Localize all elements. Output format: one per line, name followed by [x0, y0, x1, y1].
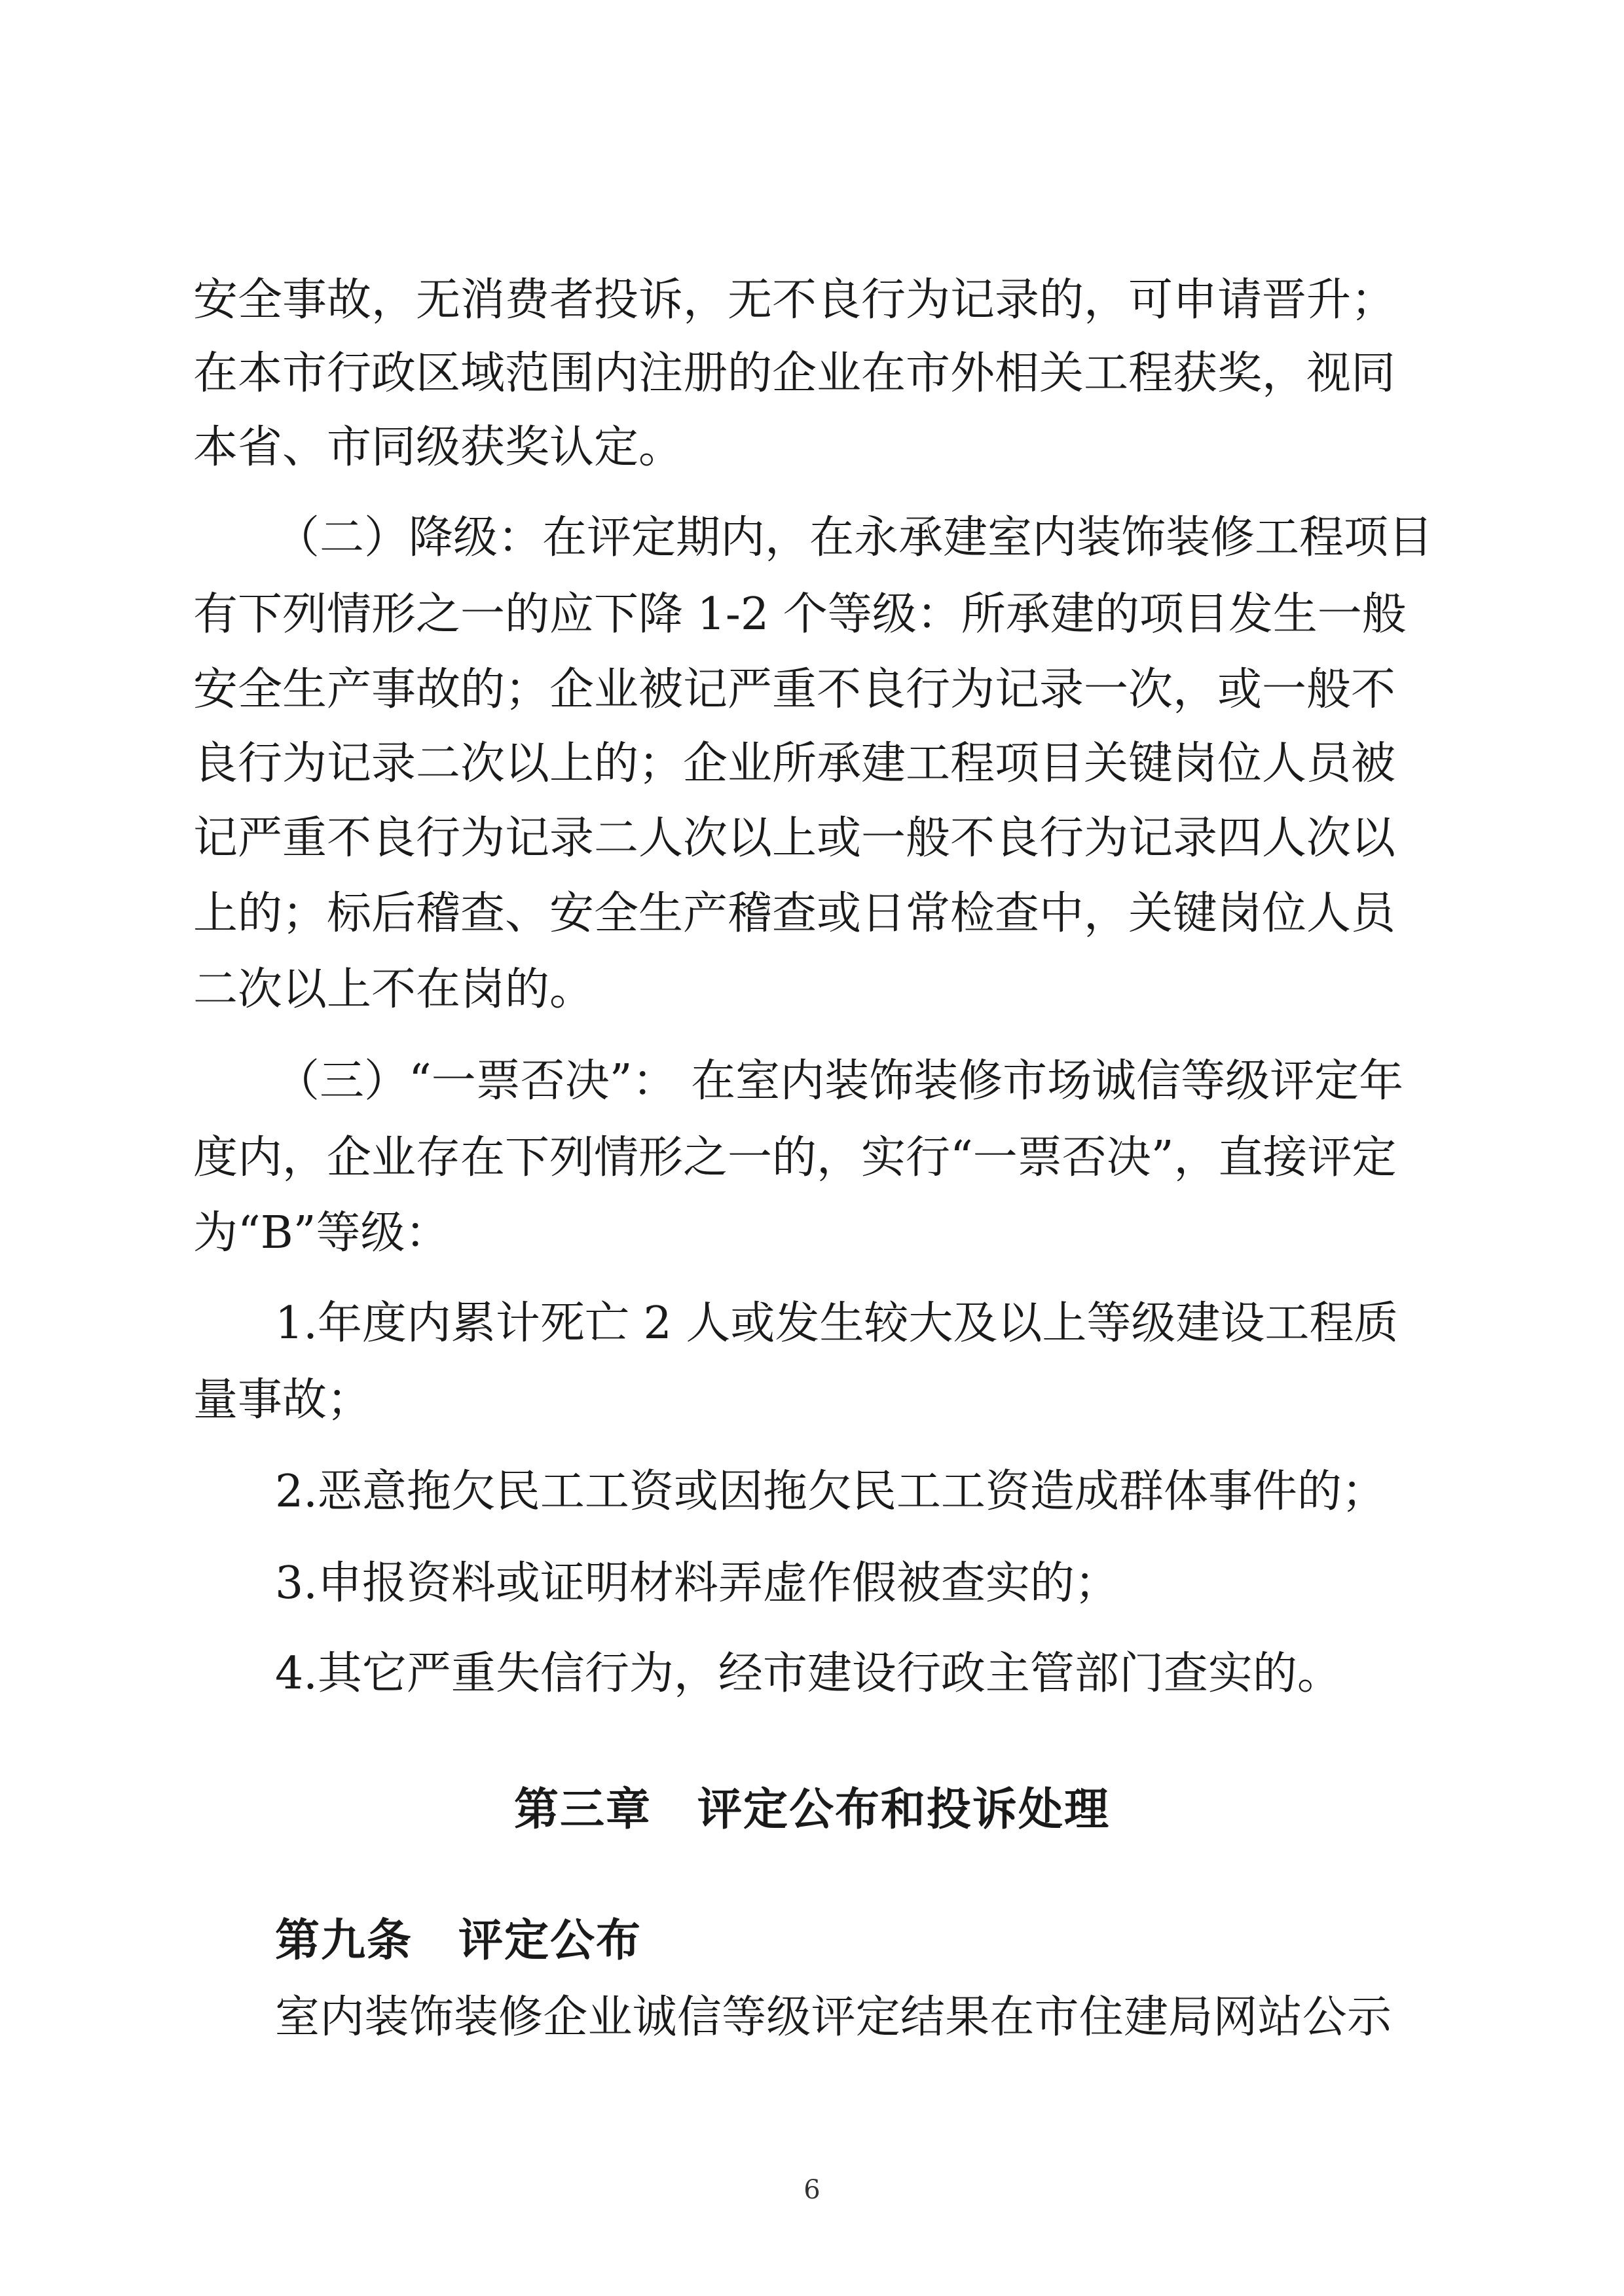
- text-line: 二次以上不在岗的。: [193, 964, 595, 1015]
- text-line: 本省、市同级获奖认定。: [193, 422, 684, 473]
- text-line: 在本市行政区域范围内注册的企业在市外相关工程获奖，视同: [193, 348, 1396, 399]
- page-number: 6: [803, 2175, 821, 2205]
- chapter-title: 第三章 评定公布和投诉处理: [513, 1784, 1110, 1836]
- article-title: 第九条 评定公布: [275, 1915, 642, 1967]
- text-line: （二）降级：在评定期内，在永承建室内装饰装修工程项目: [275, 512, 1433, 564]
- text-line: 上的；标后稽查、安全生产稽查或日常检查中，关键岗位人员: [193, 888, 1396, 939]
- text-line: 度内，企业存在下列情形之一的，实行“一票否决”，直接评定: [193, 1132, 1397, 1184]
- text-line: 2.恶意拖欠民工工资或因拖欠民工工资造成群体事件的；: [275, 1466, 1386, 1518]
- text-line: （三）“一票否决”： 在室内装饰装修市场诚信等级评定年: [275, 1055, 1404, 1107]
- text-line: 有下列情形之一的应下降 1-2 个等级：所承建的项目发生一般: [193, 589, 1407, 640]
- text-line: 为“B”等级：: [193, 1207, 450, 1259]
- text-line: 3.申报资料或证明材料弄虚作假被查实的；: [275, 1558, 1119, 1609]
- text-line: 安全事故，无消费者投诉，无不良行为记录的，可申请晋升；: [193, 274, 1396, 326]
- text-line: 安全生产事故的；企业被记严重不良行为记录一次，或一般不: [193, 664, 1396, 716]
- text-line: 室内装饰装修企业诚信等级评定结果在市住建局网站公示: [275, 1992, 1392, 2043]
- text-line: 1.年度内累计死亡 2 人或发生较大及以上等级建设工程质: [275, 1298, 1399, 1349]
- text-line: 量事故；: [193, 1374, 372, 1426]
- text-line: 良行为记录二次以上的；企业所承建工程项目关键岗位人员被: [193, 738, 1396, 790]
- text-line: 4.其它严重失信行为，经市建设行政主管部门查实的。: [275, 1648, 1342, 1700]
- text-line: 记严重不良行为记录二人次以上或一般不良行为记录四人次以: [193, 812, 1396, 864]
